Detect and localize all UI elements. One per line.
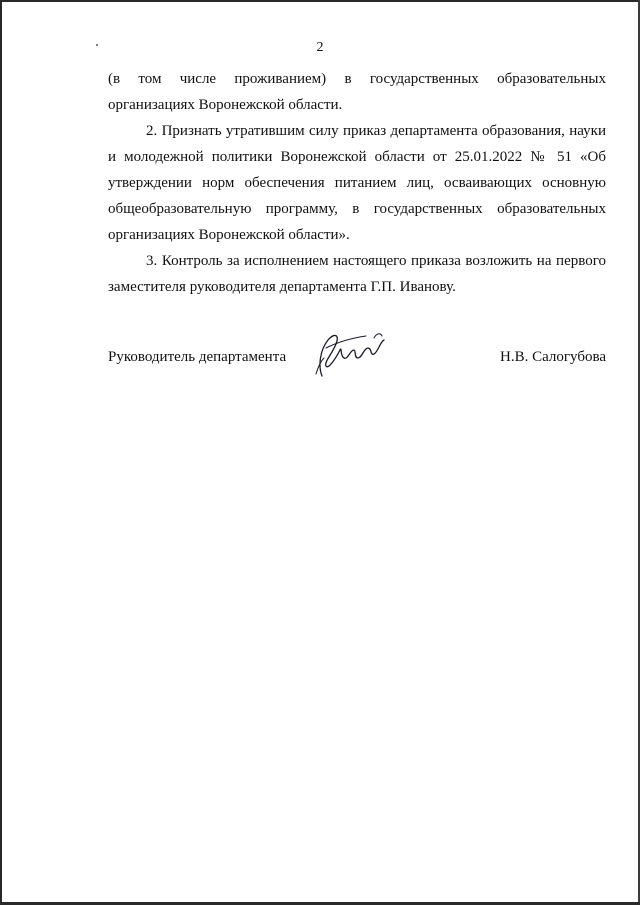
paragraph-1-line-2: организациях Воронежской области. <box>108 97 343 113</box>
paragraph-3-line-2: заместителя руководителя департамента Г.П. Иванову. <box>108 279 456 295</box>
scan-border-top <box>0 0 640 2</box>
handwritten-signature-icon <box>304 328 394 380</box>
signatory-name: Н.В. Салогубова <box>500 349 606 365</box>
paragraph-3-line-1: 3. Контроль за исполнением настоящего приказа возложить на первого <box>146 253 606 269</box>
paragraph-2-line-1: 2. Признать утратившим силу приказ департамента образования, науки <box>146 123 606 139</box>
paragraph-2-line-3: утверждении норм обеспечения питанием лиц, осваивающих основную <box>108 175 606 191</box>
page-number: 2 <box>316 40 324 55</box>
paragraph-2-line-4: общеобразовательную программу, в государственных образовательных <box>108 201 606 217</box>
signatory-title: Руководитель департамента <box>108 349 287 365</box>
paragraph-1-line-1: (в том числе проживанием) в государственных образовательных <box>108 71 606 87</box>
scan-border-left <box>0 0 2 905</box>
paragraph-2-line-5: организациях Воронежской области». <box>108 227 350 243</box>
paragraph-2-line-2: и молодежной политики Воронежской области от 25.01.2022 № 51 «Об <box>108 149 606 165</box>
